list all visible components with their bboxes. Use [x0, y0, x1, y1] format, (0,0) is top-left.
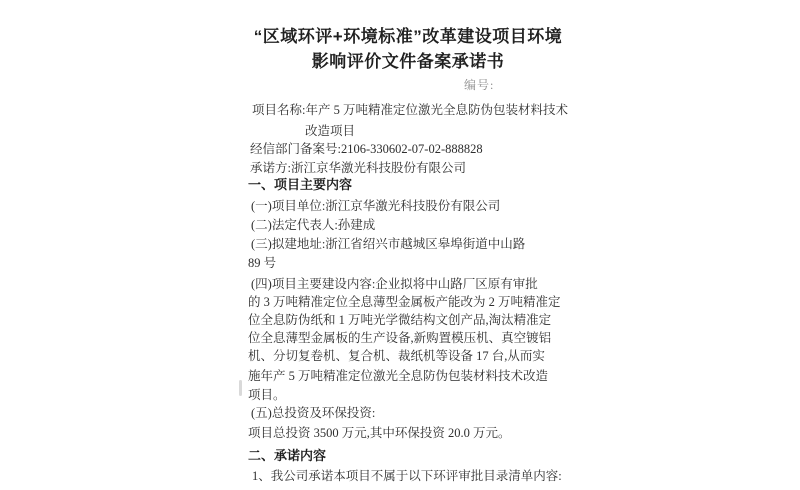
document-title-line1: “区域环评+环境标准”改革建设项目环境 — [253, 27, 563, 46]
section1-item2-legal-rep: (二)法定代表人:孙建成 — [251, 218, 376, 232]
document-number-label: 编号: — [464, 78, 495, 92]
section1-item3-address: (三)拟建地址:浙江省绍兴市越城区皋埠街道中山路 — [251, 237, 526, 251]
section1-item1-project-unit: (一)项目单位:浙江京华激光科技股份有限公司 — [251, 199, 501, 213]
investment-amount-line: 项目总投资 3500 万元,其中环保投资 20.0 万元。 — [248, 426, 511, 440]
construction-content-wrap-1: 的 3 万吨精准定位全息薄型金属板产能改为 2 万吨精准定 — [248, 295, 561, 309]
construction-content-wrap-4: 机、分切复卷机、复合机、裁纸机等设备 17 台,从而实 — [248, 349, 545, 363]
project-name-wrap-line: 改造项目 — [305, 124, 356, 138]
document-title-line2: 影响评价文件备案承诺书 — [311, 52, 505, 71]
filing-number-line: 经信部门备案号:2106-330602-07-02-888828 — [250, 142, 483, 156]
section1-heading: 一、项目主要内容 — [248, 177, 353, 192]
construction-content-wrap-2: 位全息防伪纸和 1 万吨光学微结构文创产品,淘汰精准定 — [248, 313, 552, 327]
section1-item5-investment-heading: (五)总投资及环保投资: — [251, 406, 376, 420]
construction-content-wrap-6: 项目。 — [248, 388, 286, 402]
section2-heading: 二、承诺内容 — [248, 448, 327, 463]
promisor-line: 承诺方:浙江京华激光科技股份有限公司 — [250, 161, 466, 175]
project-name-line: 项目名称:年产 5 万吨精准定位激光全息防伪包装材料技术 — [252, 103, 568, 117]
section1-item4-construction-content: (四)项目主要建设内容:企业拟将中山路厂区原有审批 — [251, 277, 538, 291]
commitment-item1-line: 1、我公司承诺本项目不属于以下环评审批目录清单内容: — [252, 469, 562, 483]
construction-content-wrap-3: 位全息薄型金属板的生产设备,新购置模压机、真空镀铝 — [248, 331, 552, 345]
scan-artifact-mark — [239, 380, 242, 396]
construction-content-wrap-5: 施年产 5 万吨精准定位激光全息防伪包装材料技术改造 — [248, 369, 549, 383]
address-wrap-line: 89 号 — [248, 256, 277, 270]
